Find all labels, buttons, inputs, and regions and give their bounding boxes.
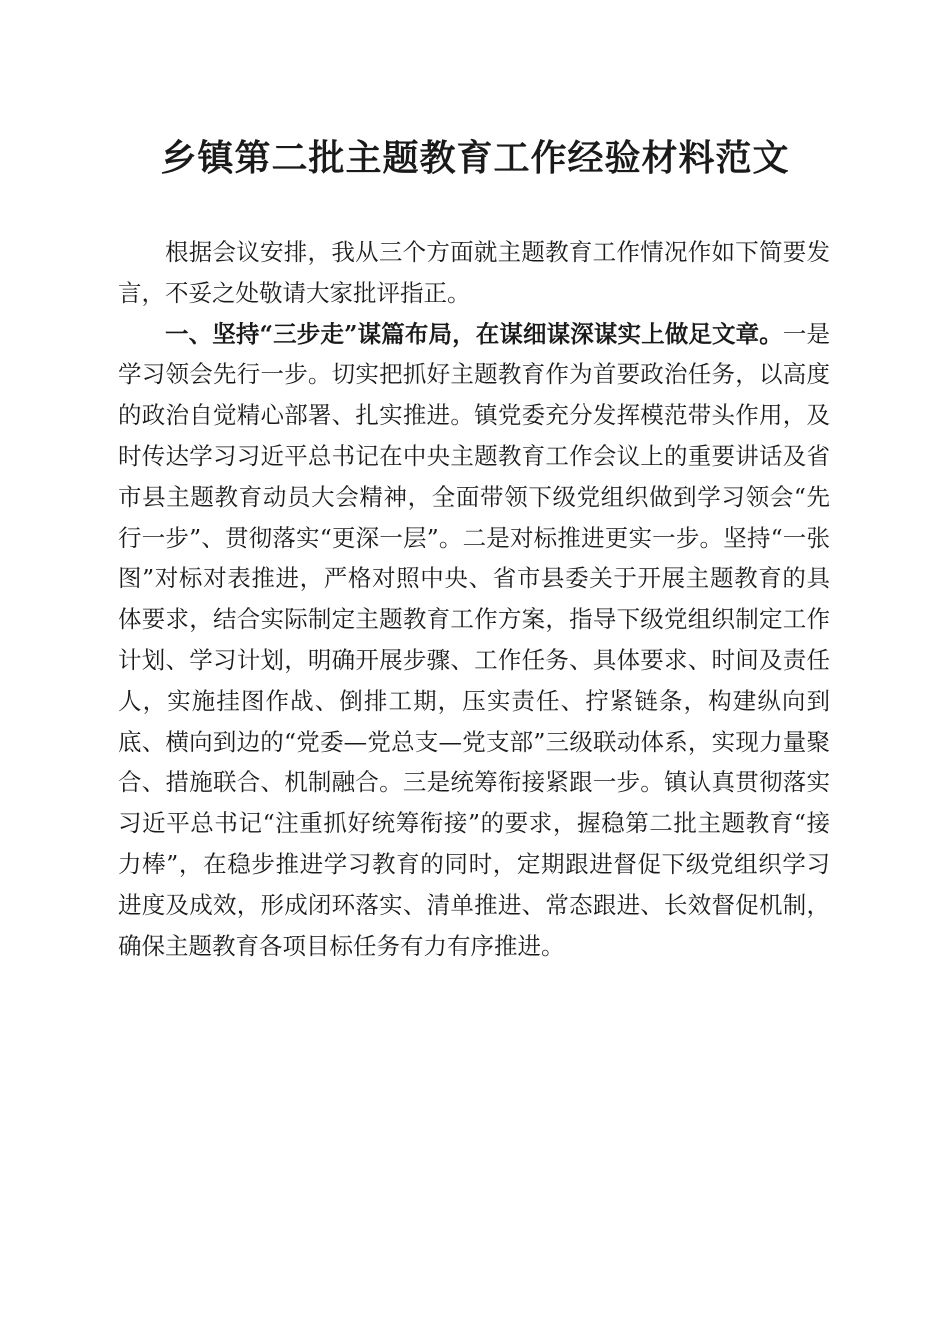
intro-paragraph: 根据会议安排，我从三个方面就主题教育工作情况作如下简要发言，不妥之处敬请大家批评指正。: [118, 238, 830, 307]
section-1-paragraph: [118, 314, 830, 967]
section-1-heading: 一、坚持“三步走”谋篇布局，在谋细谋深谋实上做足文章。: [165, 319, 783, 348]
document-body: [118, 232, 830, 966]
section-1-body: 一是学习领会先行一步。切实把抓好主题教育作为首要政治任务，以高度的政治自觉精心部署、扎实推进。镇党委充分发挥模范带头作用，及时传达学习习近平总书记在中央主题教育工作会议上的重要讲话及省市县主题教育动员大会精神，全面带领下级党组织做到学习领会“先行一步”、贯彻落实“更深一层”。二是对标推进更实一步。坚持“一张图”对标对表推进，严格对照中央、省市县委关于开展主题教育的具体要求，结合实际制定主题教育工作方案，指导下级党组织制定工作计划、学习计划，明确开展步骤、工作任务、具体要求、时间及责任人，实施挂图作战、倒排工期，压实责任、拧紧链条，构建纵向到底、横向到边的“党委—党总支—党支部”三级联动体系，实现力量聚合、措施联合、机制融合。三是统筹衔接紧跟一步。镇认真贯彻落实习近平总书记“注重抓好统筹衔接”的要求，握稳第二批主题教育“接力棒”，在稳步推进学习教育的同时，定期跟进督促下级党组织学习进度及成效，形成闭环落实、清单推进、常态跟进、长效督促机制，确保主题教育各项目标任务有力有序推进。: [118, 319, 830, 960]
document-title: 乡镇第二批主题教育工作经验材料范文: [160, 137, 790, 179]
